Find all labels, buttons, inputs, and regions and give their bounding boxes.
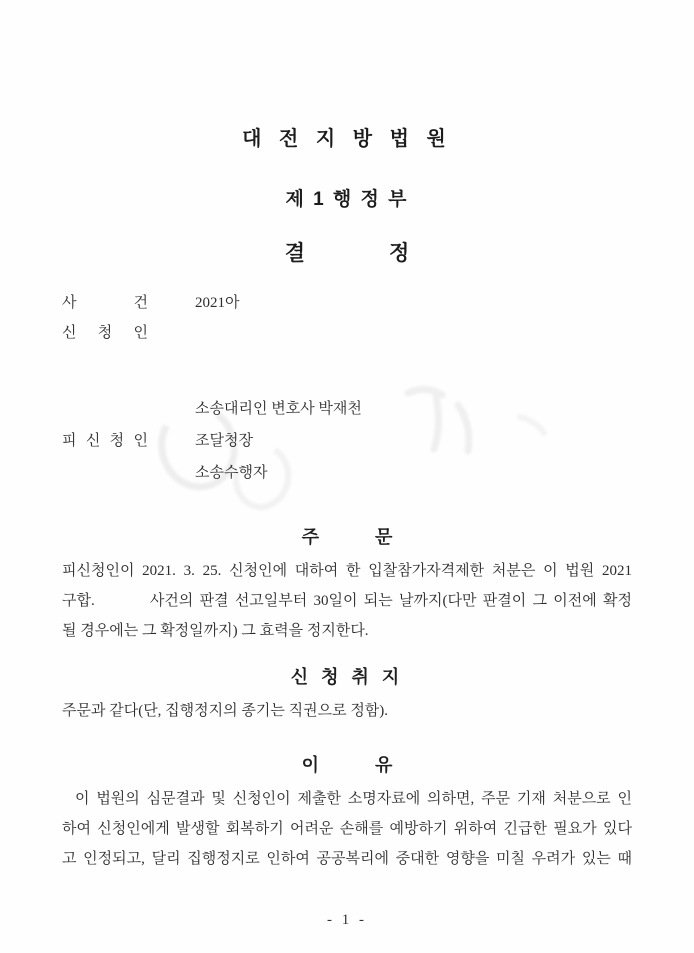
reasons-body xyxy=(0,784,694,874)
document-title xyxy=(0,237,694,267)
reasons-heading-second-char: 유 xyxy=(375,755,393,775)
order-section-heading xyxy=(0,524,694,550)
reasons-section-heading xyxy=(0,752,694,778)
representative-value: 소송대리인 변호사 박재천 xyxy=(195,401,362,417)
case-info-block xyxy=(0,288,694,489)
case-number-row xyxy=(62,288,632,318)
division-name: 제 1 행 정 부 xyxy=(285,189,409,210)
order-body xyxy=(0,556,694,646)
court-name: 대 전 지 방 법 원 xyxy=(242,128,452,150)
page-number: - 1 - xyxy=(327,912,367,928)
applicant-label: 신 청 인 xyxy=(62,325,148,341)
label-spacer xyxy=(62,457,148,489)
order-heading-first-char: 주 xyxy=(301,527,319,547)
reasons-line: 하여 신청인에게 발생할 회복하기 어려운 손해를 예방하기 위하여 긴급한 필요가 있다 xyxy=(62,821,632,837)
respondent-value: 조달청장 xyxy=(195,433,253,449)
document-title-second-char: 정 xyxy=(389,242,410,265)
respondent-label: 피 신 청 인 xyxy=(62,433,148,449)
case-number-label: 사 건 xyxy=(62,295,148,311)
reasons-line: 이 법원의 심문결과 및 신청인이 제출한 소명자료에 의하면, 주문 기재 처분으로 인 xyxy=(75,791,632,807)
applicant-row xyxy=(62,318,632,348)
purpose-line: 주문과 같다(단, 집행정지의 종기는 직권으로 정함). xyxy=(62,703,389,719)
order-line: 될 경우에는 그 확정일까지) 그 효력을 정지한다. xyxy=(62,623,369,639)
order-line: 피신청인이 2021. 3. 25. 신청인에 대하여 한 입찰참가자격제한 처분은 이 법원 2021 xyxy=(62,563,632,579)
litigation-performer-row xyxy=(62,457,632,489)
respondent-row xyxy=(62,425,632,457)
reasons-line: 고 인정되고, 달리 집행정지로 인하여 공공복리에 중대한 영향을 미칠 우려가 있는 때 xyxy=(62,851,632,867)
litigation-performer-value: 소송수행자 xyxy=(195,465,268,481)
case-number-value: 2021아 xyxy=(195,295,240,311)
document-title-first-char: 결 xyxy=(284,242,305,265)
document-content xyxy=(0,122,694,929)
reasons-heading-first-char: 이 xyxy=(301,755,319,775)
purpose-body xyxy=(0,696,694,726)
label-spacer xyxy=(62,393,148,425)
representative-row xyxy=(62,393,632,425)
purpose-section-heading: 신 청 취 지 xyxy=(290,667,404,687)
order-line: 구합. 사건의 판결 선고일부터 30일이 되는 날까지(다만 판결이 그 이전에 확정 xyxy=(62,593,632,609)
order-heading-second-char: 문 xyxy=(375,527,393,547)
